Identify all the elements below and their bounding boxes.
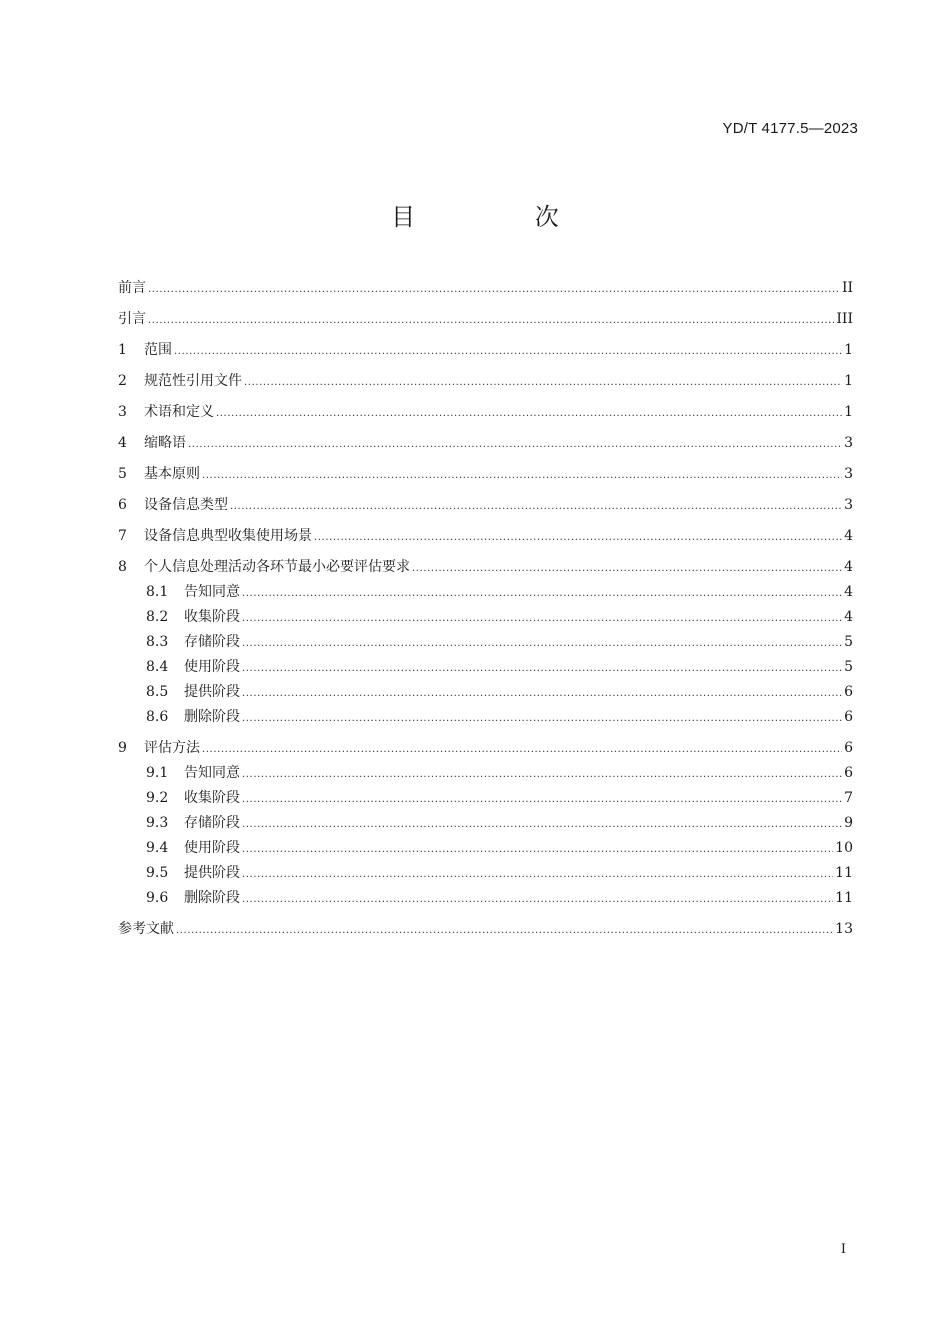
toc-entry-page: 4 <box>844 528 853 544</box>
toc-entry-page: 5 <box>844 659 853 675</box>
toc-entry-title: 基本原则 <box>144 466 200 482</box>
toc-entry-page: 11 <box>835 890 853 906</box>
toc-entry-section-9-5[interactable] <box>118 861 853 886</box>
toc-entry-chapter-1[interactable] <box>118 338 853 363</box>
document-code: YD/T 4177.5—2023 <box>722 120 858 137</box>
dot-leader <box>188 432 842 457</box>
toc-entry-foreword[interactable] <box>118 276 853 301</box>
toc-entry-title: 收集阶段 <box>184 790 240 806</box>
toc-entry-page: 1 <box>844 373 853 389</box>
dot-leader <box>174 339 842 364</box>
toc-entry-title: 前言 <box>118 280 146 296</box>
toc-entry-number: 9.3 <box>146 815 169 831</box>
toc-entry-number: 9.5 <box>146 865 169 881</box>
toc-entry-section-9-3[interactable] <box>118 811 853 836</box>
dot-leader <box>242 581 842 606</box>
toc-entry-chapter-9[interactable] <box>118 736 853 761</box>
dot-leader <box>244 370 842 395</box>
toc-entry-page: 3 <box>844 435 853 451</box>
toc-entry-section-8-5[interactable] <box>118 680 853 705</box>
dot-leader <box>242 681 842 706</box>
dot-leader <box>242 631 842 656</box>
toc-entry-page: III <box>836 311 853 327</box>
toc-entry-chapter-8[interactable] <box>118 555 853 580</box>
toc-entry-page: 9 <box>844 815 853 831</box>
toc-entry-page: 6 <box>844 765 853 781</box>
dot-leader <box>242 787 842 812</box>
toc-entry-section-9-2[interactable] <box>118 786 853 811</box>
toc-entry-page: 13 <box>835 921 853 937</box>
toc-entry-title: 个人信息处理活动各环节最小必要评估要求 <box>144 559 410 575</box>
toc-entry-chapter-4[interactable] <box>118 431 853 456</box>
toc-entry-title: 评估方法 <box>144 740 200 756</box>
dot-leader <box>148 308 834 333</box>
toc-entry-section-8-6[interactable] <box>118 705 853 730</box>
toc-entry-section-8-1[interactable] <box>118 580 853 605</box>
toc-entry-page: 6 <box>844 709 853 725</box>
dot-leader <box>216 401 842 426</box>
toc-entry-introduction[interactable] <box>118 307 853 332</box>
toc-entry-title: 设备信息典型收集使用场景 <box>144 528 312 544</box>
toc-entry-title: 范围 <box>144 342 172 358</box>
toc-entry-section-9-4[interactable] <box>118 836 853 861</box>
toc-entry-chapter-7[interactable] <box>118 524 853 549</box>
toc-entry-title: 删除阶段 <box>184 890 240 906</box>
toc-entry-number: 9.2 <box>146 790 169 806</box>
toc-entry-number: 9.1 <box>146 765 169 781</box>
dot-leader <box>242 812 842 837</box>
toc-entry-title: 引言 <box>118 311 146 327</box>
dot-leader <box>242 656 842 681</box>
toc-entry-page: 11 <box>835 865 853 881</box>
toc-entry-page: 1 <box>844 404 853 420</box>
toc-entry-section-8-2[interactable] <box>118 605 853 630</box>
toc-entry-title: 参考文献 <box>118 921 174 937</box>
page-number: I <box>840 1242 846 1257</box>
toc-entry-section-8-4[interactable] <box>118 655 853 680</box>
dot-leader <box>412 556 842 581</box>
toc-entry-page: 1 <box>844 342 853 358</box>
toc-entry-chapter-6[interactable] <box>118 493 853 518</box>
toc-entry-title: 术语和定义 <box>144 404 214 420</box>
dot-leader <box>202 737 842 762</box>
toc-entry-page: 7 <box>844 790 853 806</box>
toc-entry-title: 收集阶段 <box>184 609 240 625</box>
toc-entry-number: 8 <box>118 559 127 575</box>
toc-entry-title: 规范性引用文件 <box>144 373 242 389</box>
toc-entry-page: 4 <box>844 609 853 625</box>
toc-entry-title: 告知同意 <box>184 765 240 781</box>
toc-entry-page: 3 <box>844 497 853 513</box>
toc-entry-number: 8.6 <box>146 709 169 725</box>
toc-entry-number: 5 <box>118 466 127 482</box>
toc-entry-number: 8.3 <box>146 634 169 650</box>
toc-entry-title: 告知同意 <box>184 584 240 600</box>
toc-entry-number: 8.4 <box>146 659 169 675</box>
dot-leader <box>242 606 842 631</box>
toc-entry-section-9-6[interactable] <box>118 886 853 911</box>
dot-leader <box>242 706 842 731</box>
toc-entry-title: 提供阶段 <box>184 684 240 700</box>
toc-entry-title: 设备信息类型 <box>144 497 228 513</box>
toc-entry-chapter-5[interactable] <box>118 462 853 487</box>
toc-entry-section-8-3[interactable] <box>118 630 853 655</box>
dot-leader <box>176 918 833 943</box>
toc-entry-number: 8.5 <box>146 684 169 700</box>
toc-entry-chapter-2[interactable] <box>118 369 853 394</box>
toc-entry-title: 存储阶段 <box>184 634 240 650</box>
toc-entry-number: 9.6 <box>146 890 169 906</box>
toc-entry-page: 4 <box>844 584 853 600</box>
page-title: 目 次 <box>391 203 615 231</box>
toc-entry-number: 1 <box>118 342 127 358</box>
toc-entry-page: 10 <box>835 840 853 856</box>
toc-entry-page: II <box>841 280 853 296</box>
toc-entry-title: 提供阶段 <box>184 865 240 881</box>
dot-leader <box>148 277 840 302</box>
table-of-contents <box>118 276 853 942</box>
toc-entry-page: 5 <box>844 634 853 650</box>
toc-entry-page: 4 <box>844 559 853 575</box>
toc-entry-title: 删除阶段 <box>184 709 240 725</box>
toc-entry-title: 使用阶段 <box>184 659 240 675</box>
dot-leader <box>242 862 833 887</box>
dot-leader <box>202 463 842 488</box>
toc-entry-number: 3 <box>118 404 127 420</box>
toc-entry-chapter-3[interactable] <box>118 400 853 425</box>
toc-entry-number: 6 <box>118 497 127 513</box>
toc-entry-number: 8.1 <box>146 584 169 600</box>
toc-entry-page: 6 <box>844 684 853 700</box>
dot-leader <box>242 887 833 912</box>
toc-entry-number: 9.4 <box>146 840 169 856</box>
toc-entry-number: 9 <box>118 740 127 756</box>
toc-entry-page: 3 <box>844 466 853 482</box>
toc-entry-section-9-1[interactable] <box>118 761 853 786</box>
toc-entry-page: 6 <box>844 740 853 756</box>
toc-entry-number: 7 <box>118 528 127 544</box>
toc-entry-title: 缩略语 <box>144 435 186 451</box>
dot-leader <box>314 525 842 550</box>
dot-leader <box>230 494 842 519</box>
toc-entry-title: 使用阶段 <box>184 840 240 856</box>
toc-entry-bibliography[interactable] <box>118 917 853 942</box>
dot-leader <box>242 762 842 787</box>
toc-entry-number: 8.2 <box>146 609 169 625</box>
toc-entry-title: 存储阶段 <box>184 815 240 831</box>
toc-entry-number: 2 <box>118 373 127 389</box>
toc-entry-number: 4 <box>118 435 127 451</box>
dot-leader <box>242 837 833 862</box>
